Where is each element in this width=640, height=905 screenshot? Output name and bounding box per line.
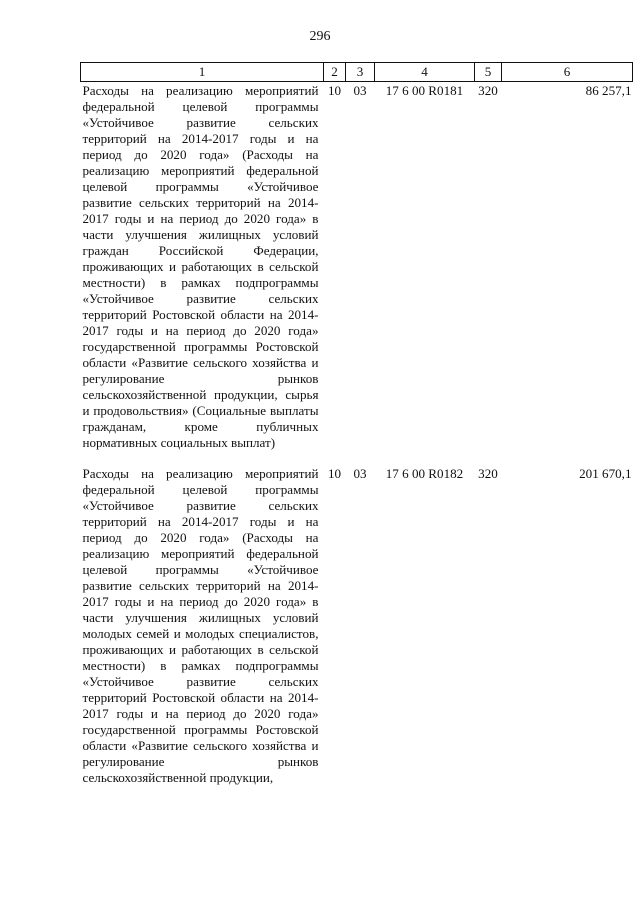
row-subsection-code: 03 (353, 466, 367, 481)
row-expense-type-code: 320 (478, 466, 498, 481)
row-description: Расходы на реализацию мероприятий федеральной целевой программы «Устойчивое развитие сельских территорий на 2014-2017 годы и на период до 2020 года» (Расходы на реализацию мероприятий федеральной целевой программы «Устойчивое развитие сельских территорий на 2014-2017 годы и на период до 2020 года» в части улучшения жилищных условий молодых семей и молодых специалистов, проживающих и работающих в сельской местности) в рамках подпрограммы «Устойчивое развитие сельских территорий Ростовской области на 2014-2017 годы и на период до 2020 года» государственной программы Ростовской области «Развитие сельского хозяйства и регулирование рынков сельскохозяйственной продукции, (82, 466, 319, 785)
header-row (81, 63, 633, 82)
row-target-article-code: 17 6 00 R0182 (385, 466, 464, 481)
table-row (81, 82, 633, 466)
row-section-code: 10 (327, 83, 342, 98)
row-target-article-code: 17 6 00 R0181 (385, 83, 464, 98)
row-description: Расходы на реализацию мероприятий федеральной целевой программы «Устойчивое развитие сельских территорий на 2014-2017 годы и на период до 2020 года» (Расходы на реализацию мероприятий федеральной целевой программы «Устойчивое развитие сельских территорий на 2014-2017 годы и на период до 2020 года» в части улучшения жилищных условий граждан Российской Федерации, проживающих и работающих в сельской местности) в рамках подпрограммы «Устойчивое развитие сельских территорий Ростовской области на 2014-2017 годы и на период до 2020 года» государственной программы Ростовской области «Развитие сельского хозяйства и регулирование рынков сельскохозяйственной продукции, сырья и продовольствия» (Социальные выплаты гражданам, кроме публичных нормативных социальных выплат) (82, 83, 319, 450)
row-expense-type-code: 320 (478, 83, 498, 98)
column-header-6: 6 (502, 63, 633, 82)
column-header-5: 5 (475, 63, 502, 82)
column-header-4: 4 (375, 63, 475, 82)
row-subsection-code: 03 (353, 83, 367, 98)
row-amount: 201 670,1 (579, 466, 632, 481)
table-row (81, 465, 633, 800)
budget-table (80, 62, 633, 800)
row-amount: 86 257,1 (585, 83, 632, 98)
column-header-3: 3 (346, 63, 375, 82)
row-section-code: 10 (327, 466, 342, 481)
column-header-2: 2 (324, 63, 346, 82)
column-header-1: 1 (81, 63, 324, 82)
page-number: 296 (309, 29, 331, 44)
